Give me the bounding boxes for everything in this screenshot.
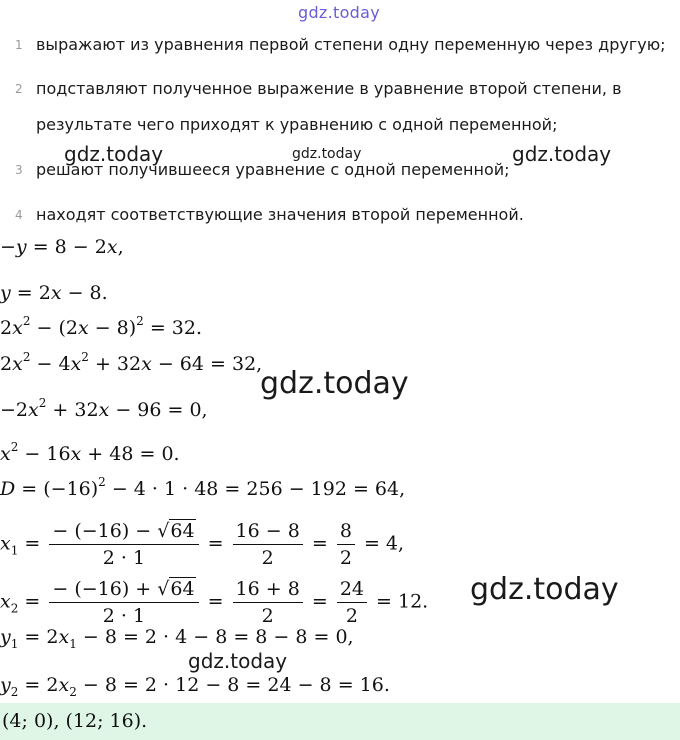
equation-line-5: $-2x^2 + 32x - 96 = 0$,	[0, 396, 208, 421]
step-number: 1	[15, 38, 23, 52]
watermark: gdz.today	[292, 146, 362, 162]
equation-line-9: $x_2$ = $\frac{- (-16) + √64}{2 \cdot 1}$ = $\frac{16 + 8}{2}$ = $\frac{24}{2}$ = 12.	[0, 578, 429, 627]
equation-line-8: $x_1$ = $\frac{- (-16) - √64}{2 \cdot 1}$ = $\frac{16 - 8}{2}$ = $\frac{8}{2}$ = 4,	[0, 520, 405, 569]
step-text: выражают из уравнения первой степени одну переменную через другую;	[36, 35, 666, 54]
watermark: gdz.today	[64, 142, 164, 166]
equation-line-2: y = 2x − 8.	[0, 282, 108, 304]
step-text: находят соответствующие значения второй переменной.	[36, 205, 524, 224]
step-text: решают получившееся уравнение с одной переменной;	[36, 160, 510, 179]
equation-line-11: $y_2 = 2x_2 - 8 = 2 \cdot 12 - 8 = 24 - 8 = 16$.	[0, 674, 390, 699]
answer-text: (4; 0), (12; 16).	[2, 710, 148, 732]
watermark: gdz.today	[512, 142, 612, 166]
equation-line-10: $y_1 = 2x_1 - 8 = 2 \cdot 4 - 8 = 8 - 8 = 0$,	[0, 626, 354, 651]
equation-line-4: $2x^2 - 4x^2 + 32x - 64 = 32$,	[0, 350, 263, 375]
step-number: 3	[15, 163, 23, 177]
watermark-top: gdz.today	[298, 3, 380, 22]
watermark: gdz.today	[188, 649, 288, 673]
step-number: 4	[15, 208, 23, 222]
equation-line-3: $2x^2 - (2x - 8)^2 = 32$.	[0, 314, 203, 339]
answer-box	[0, 703, 680, 740]
equation-line-1: −y = 8 − 2x,	[0, 236, 124, 258]
equation-line-6: $x^2 - 16x + 48 = 0$.	[0, 440, 180, 465]
step-number: 2	[15, 82, 23, 96]
step-text: подставляют полученное выражение в уравнение второй степени, в результате чего приходят к уравнению с одной переменной;	[36, 79, 622, 134]
watermark: gdz.today	[470, 572, 619, 607]
watermark: gdz.today	[260, 366, 409, 401]
equation-line-7: $D = (-16)^2 - 4 \cdot 1 \cdot 48 = 256 - 192 = 64$,	[0, 475, 406, 500]
